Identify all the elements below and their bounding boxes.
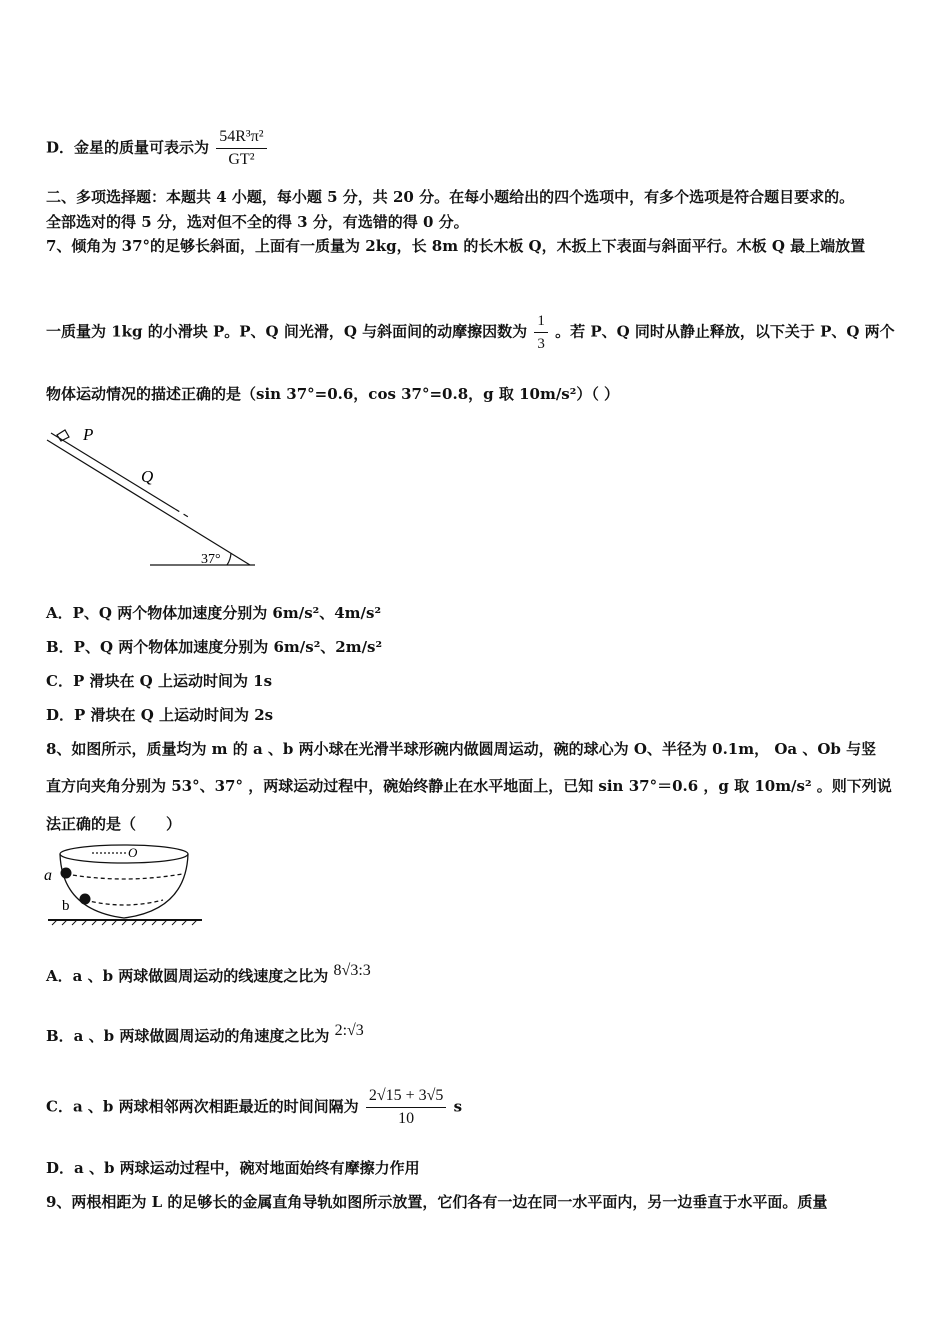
q7-option-d: D．P 滑块在 Q 上运动时间为 2s xyxy=(46,706,274,724)
q7-incline-figure xyxy=(45,424,265,574)
q6-mass-formula xyxy=(216,126,266,171)
ball-b xyxy=(80,894,91,905)
label-a: a xyxy=(44,867,52,884)
q7-stem-line1: 7、倾角为 37°的足够长斜面，上面有一质量为 2kg，长 8m 的长木板 Q，木扳上下表面与斜面平行。木板 Q 最上端放置 xyxy=(46,237,866,255)
q8-option-c xyxy=(46,1085,462,1130)
section2-instructions-line2: 全部选对的得 5 分，选对但不全的得 3 分，有选错的得 0 分。 xyxy=(46,213,469,231)
q8-option-a-text: A．a 、b 两球做圆周运动的线速度之比为 xyxy=(46,967,329,985)
q8-option-d: D．a 、b 两球运动过程中，碗对地面始终有摩擦力作用 xyxy=(46,1159,420,1177)
q6-formula-numerator: 54R³π² xyxy=(219,128,264,145)
block-p xyxy=(57,430,69,441)
q8-stem-line2: 直方向夹角分别为 53°、37° ，两球运动过程中，碗始终静止在水平地面上，已知 sin 37°＝0.6 ，g 取 10m/s² 。则下列说 xyxy=(46,777,892,795)
q8-stem-line3: 法正确的是（ ） xyxy=(46,815,182,833)
q7-option-a: A．P、Q 两个物体加速度分别为 6m/s²、4m/s² xyxy=(46,604,382,622)
board-q-dash xyxy=(175,509,190,518)
angle-arc xyxy=(227,553,231,565)
label-angle: 37° xyxy=(201,552,221,567)
label-o: O xyxy=(128,845,138,860)
orbit-a xyxy=(66,874,182,879)
bowl-rim xyxy=(60,845,188,863)
q8-option-c-numerator: 2√15 + 3√5 xyxy=(368,1087,444,1104)
q6-option-d-text: D．金星的质量可表示为 xyxy=(46,138,210,157)
q8-bowl-figure xyxy=(42,840,212,930)
q7-stem-line2-b: 。若 P、Q 同时从静止释放，以下关于 P、Q 两个 xyxy=(555,322,895,341)
q7-option-b: B．P、Q 两个物体加速度分别为 6m/s²、2m/s² xyxy=(46,638,383,656)
q7-stem-line2 xyxy=(46,310,895,355)
orbit-b xyxy=(85,900,163,905)
q7-option-c: C．P 滑块在 Q 上运动时间为 1s xyxy=(46,672,273,690)
board-q-top xyxy=(51,433,175,509)
q7-friction-coefficient xyxy=(534,310,548,355)
q8-stem-line1: 8、如图所示，质量均为 m 的 a 、b 两小球在光滑半球形碗内做圆周运动，碗的球心为 O、半径为 0.1m， Oa 、Ob 与竖 xyxy=(46,740,877,758)
q8-option-c-unit: s xyxy=(453,1097,463,1116)
q6-option-d xyxy=(46,126,269,171)
q9-stem-line1: 9、两根相距为 L 的足够长的金属直角导轨如图所示放置，它们各有一边在同一水平面内，另一边垂直于水平面。质量 xyxy=(46,1193,828,1211)
ball-a xyxy=(61,868,72,879)
q8-option-a xyxy=(46,962,371,988)
q6-formula-denominator: GT² xyxy=(216,148,266,171)
label-p: P xyxy=(83,425,94,444)
q8-option-b xyxy=(46,1022,364,1048)
q8-option-b-formula: 2:√3 xyxy=(334,1022,364,1039)
q8-option-c-text: C．a 、b 两球相邻两次相距最近的时间间隔为 xyxy=(46,1097,359,1116)
label-b: b xyxy=(62,898,70,914)
q8-option-c-denominator: 10 xyxy=(366,1107,447,1130)
section2-instructions-line1: 二、多项选择题：本题共 4 小题，每小题 5 分，共 20 分。在每小题给出的四个选项中，有多个选项是符合题目要求的。 xyxy=(46,188,855,206)
q7-stem-line3: 物体运动情况的描述正确的是（sin 37°=0.6，cos 37°=0.8，g 取 10m/s²）（ ） xyxy=(46,385,620,403)
q8-option-b-text: B．a 、b 两球做圆周运动的角速度之比为 xyxy=(46,1027,330,1045)
incline-surface xyxy=(47,440,250,565)
q7-stem-line2-a: 一质量为 1kg 的小滑块 P。P、Q 间光滑，Q 与斜面间的动摩擦因数为 xyxy=(46,322,528,341)
label-q: Q xyxy=(141,467,154,486)
q8-option-a-formula: 8√3:3 xyxy=(333,962,371,979)
q7-mu-denominator: 3 xyxy=(534,332,548,355)
q7-mu-numerator: 1 xyxy=(537,313,545,329)
q8-option-c-formula xyxy=(366,1085,447,1130)
